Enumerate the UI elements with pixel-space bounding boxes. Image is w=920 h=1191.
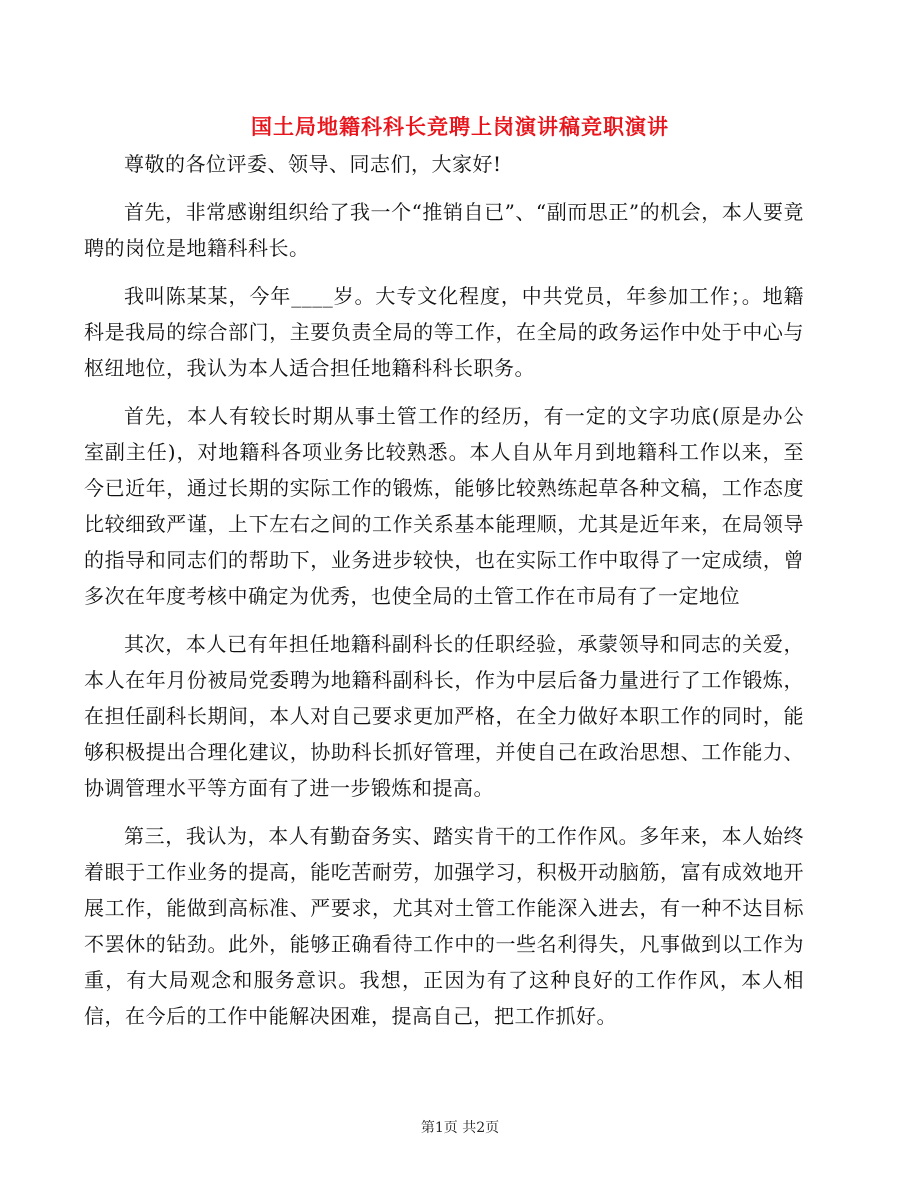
page-footer: 第1页 共2页 [420, 1120, 500, 1136]
document-title: 国土局地籍科科长竞聘上岗演讲稿竞职演讲 [251, 114, 669, 139]
paragraph-work-style: 第三，我认为，本人有勤奋务实、踏实肯干的工作作风。多年来，本人始终着眼于工作业务的提高，能吃苦耐劳，加强学习，积极开动脑筋，富有成效地开展工作，能做到高标准、严要求，尤其对土管工作能深入进去，有一种不达目标不罢休的钻劲。此外，能够正确看待工作中的一些名利得失，凡事做到以工作为重，有大局观念和服务意识。我想，正因为有了这种良好的工作作风，本人相信，在今后的工作中能解决困难，提高自己，把工作抓好。 [84, 824, 804, 1028]
paragraph-self-introduction: 我叫陈某某，今年____岁。大专文化程度，中共党员，年参加工作；。地籍科是我局的综合部门，主要负责全局的等工作，在全局的政务运作中处于中心与枢纽地位，我认为本人适合担任地籍科科长职务。 [84, 284, 804, 380]
paragraph-experience: 首先，本人有较长时期从事土管工作的经历，有一定的文字功底(原是办公室副主任)，对地籍科各项业务比较熟悉。本人自从年月到地籍科工作以来，至今已近年，通过长期的实际工作的锻炼，能够比较熟练起草各种文稿，工作态度比较细致严谨，上下左右之间的工作关系基本能理顺，尤其是近年来，在局领导的指导和同志们的帮助下，业务进步较快，也在实际工作中取得了一定成绩，曾多次在年度考核中确定为优秀，也使全局的土管工作在市局有了一定地位 [84, 404, 804, 608]
paragraph-greeting: 尊敬的各位评委、领导、同志们，大家好! [124, 152, 502, 176]
paragraph-intro: 首先，非常感谢组织给了我一个“推销自已”、“副而思正”的机会，本人要竟聘的岗位是地籍科科长。 [84, 200, 804, 260]
paragraph-deputy-experience: 其次，本人已有年担任地籍科副科长的任职经验，承蒙领导和同志的关爱，本人在年月份被局党委聘为地籍科副科长，作为中层后备力量进行了工作锻炼，在担任副科长期间，本人对自己要求更加严格，在全力做好本职工作的同时，能够积极提出合理化建议，协助科长抓好管理，并使自己在政治思想、工作能力、协调管理水平等方面有了进一步锻炼和提高。 [84, 632, 804, 800]
document-body [84, 146, 804, 1046]
